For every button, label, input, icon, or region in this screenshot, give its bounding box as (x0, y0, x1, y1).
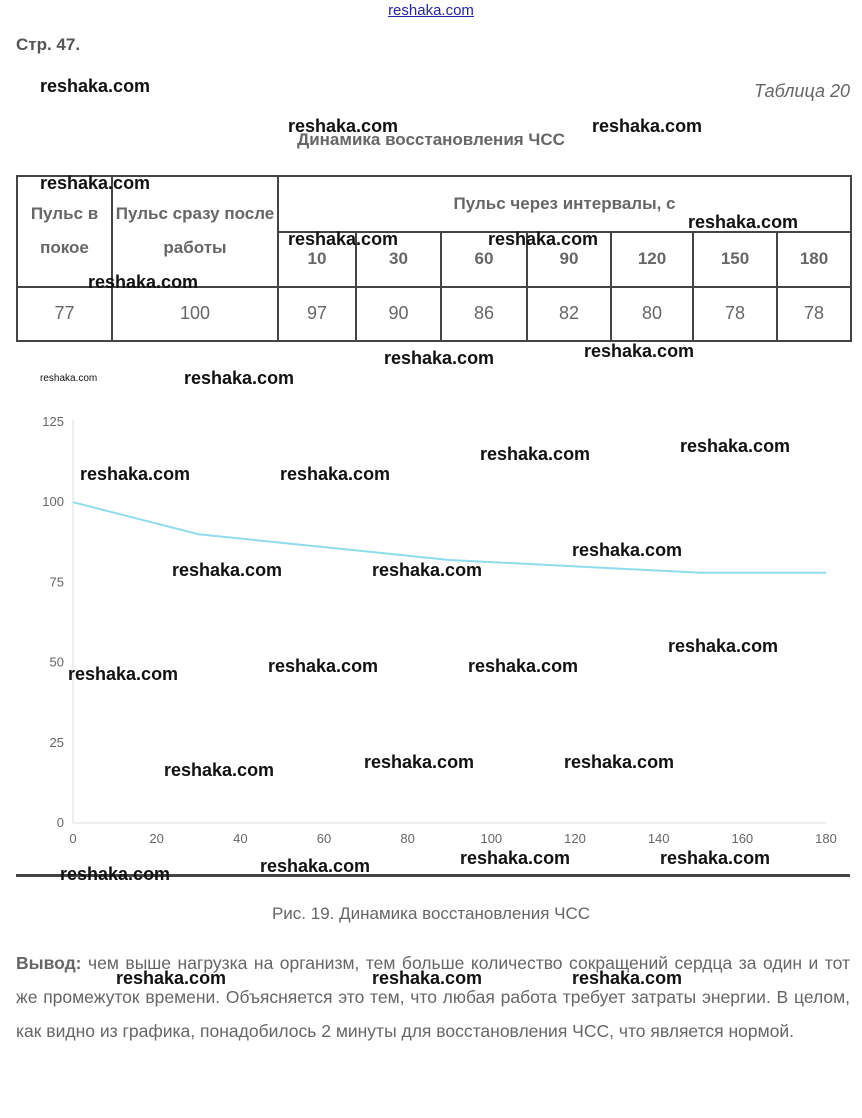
watermark: reshaka.com (260, 856, 371, 876)
watermark: reshaka.com (488, 229, 599, 249)
interval-header: 30 (356, 232, 441, 286)
x-tick-label: 0 (69, 831, 77, 846)
cell-interval-value: 97 (278, 287, 356, 341)
watermark: reshaka.com (164, 760, 275, 780)
site-link[interactable]: reshaka.com (388, 2, 474, 19)
interval-header: 90 (527, 232, 611, 286)
conclusion (16, 946, 850, 1048)
cell-after: 100 (112, 287, 278, 341)
watermark: reshaka.com (116, 968, 227, 988)
watermark: reshaka.com (460, 848, 571, 868)
watermark: reshaka.com (68, 664, 179, 684)
watermark: reshaka.com (572, 968, 683, 988)
watermark: reshaka.com (288, 229, 399, 249)
x-axis (69, 831, 836, 846)
cell-interval-value: 82 (527, 287, 611, 341)
x-tick-label: 40 (233, 831, 248, 846)
interval-header: 120 (611, 232, 693, 286)
watermark: reshaka.com (40, 76, 151, 96)
y-axis (42, 414, 64, 830)
y-tick-label: 50 (49, 654, 64, 670)
y-tick-label: 125 (42, 414, 64, 429)
table-label: Таблица 20 (753, 81, 850, 101)
interval-header: 60 (441, 232, 527, 286)
x-tick-label: 120 (564, 831, 586, 846)
watermark: reshaka.com (60, 864, 171, 884)
pulse-table (16, 175, 852, 342)
watermark: reshaka.com (372, 560, 483, 580)
watermark: reshaka.com (40, 373, 98, 384)
watermark: reshaka.com (80, 464, 191, 484)
y-tick-label: 100 (42, 494, 64, 510)
y-tick-label: 0 (56, 815, 64, 830)
watermark: reshaka.com (288, 116, 399, 136)
table-title: Динамика восстановления ЧСС (297, 130, 565, 149)
watermark: reshaka.com (280, 464, 391, 484)
x-tick-label: 160 (731, 831, 754, 846)
cell-interval-value: 90 (356, 287, 441, 341)
x-tick-label: 80 (400, 831, 415, 846)
conclusion-text: чем выше нагрузка на организм, тем больше количество сокращений сердца за один и тот же промежуток времени. Объясняется это тем, что любая работа требует затраты энергии. В целом, как видно из графика, понадобилось 2 минуты для восстановления ЧСС, что является нормой. (16, 953, 850, 1041)
watermark: reshaka.com (584, 341, 695, 361)
interval-header: 150 (693, 232, 777, 286)
x-tick-label: 140 (647, 831, 670, 846)
watermark: reshaka.com (468, 656, 579, 676)
watermark: reshaka.com (384, 348, 495, 368)
header-rest-pulse: Пульс в покое (17, 176, 112, 287)
cell-interval-value: 86 (441, 287, 527, 341)
watermark: reshaka.com (668, 636, 779, 656)
x-tick-label: 20 (149, 831, 164, 846)
watermark: reshaka.com (688, 212, 799, 232)
watermark: reshaka.com (660, 848, 771, 868)
cell-interval-value: 80 (611, 287, 693, 341)
watermark: reshaka.com (364, 752, 475, 772)
y-tick-label: 25 (49, 734, 64, 750)
watermark: reshaka.com (564, 752, 675, 772)
watermark: reshaka.com (172, 560, 283, 580)
y-tick-label: 75 (49, 574, 64, 590)
watermark: reshaka.com (680, 436, 791, 456)
watermark: reshaka.com (480, 444, 591, 464)
interval-header: 10 (278, 232, 356, 286)
watermark: reshaka.com (268, 656, 379, 676)
watermark: reshaka.com (592, 116, 703, 136)
table-row (17, 287, 851, 341)
figure-caption: Рис. 19. Динамика восстановления ЧСС (271, 904, 591, 923)
watermark: reshaka.com (572, 540, 683, 560)
x-tick-label: 100 (480, 831, 503, 846)
watermark: reshaka.com (372, 968, 483, 988)
header-intervals: Пульс через интервалы, с (278, 176, 851, 232)
x-tick-label: 180 (815, 831, 837, 846)
page-label: Стр. 47. (16, 35, 81, 54)
cell-interval-value: 78 (777, 287, 851, 341)
header-after-work-pulse: Пульс сразу после работы (112, 176, 278, 287)
watermark: reshaka.com (88, 272, 199, 292)
cell-interval-value: 78 (693, 287, 777, 341)
cell-rest: 77 (17, 287, 112, 341)
watermark: reshaka.com (184, 368, 295, 388)
interval-header: 180 (777, 232, 851, 286)
x-tick-label: 60 (316, 831, 332, 846)
conclusion-label: Вывод: (16, 953, 82, 973)
watermark: reshaka.com (40, 173, 151, 193)
